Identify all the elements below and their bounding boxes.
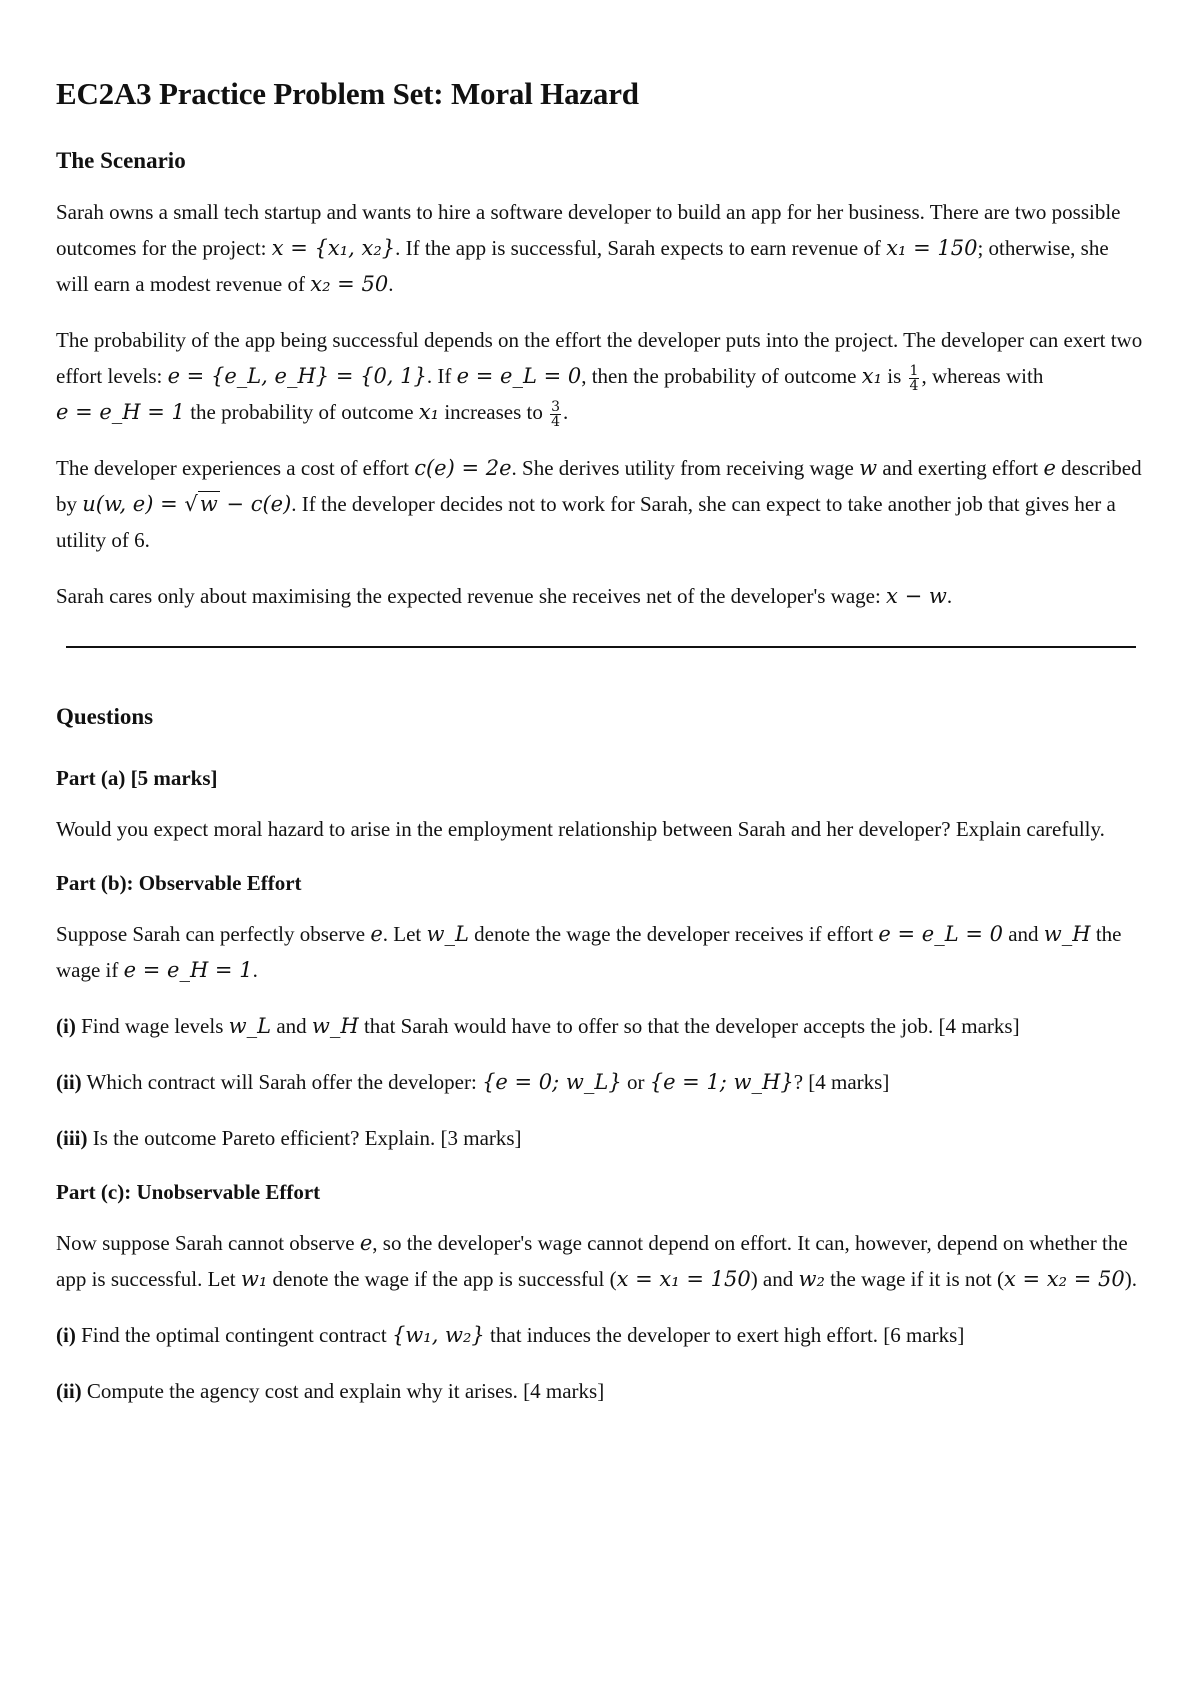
- math-utility-rhs: − c(e): [219, 492, 292, 516]
- text-run: and: [1002, 922, 1044, 946]
- fraction-numerator: 3: [551, 398, 561, 415]
- question-label: (ii): [56, 1070, 82, 1094]
- text-run: Find the optimal contingent contract: [75, 1323, 392, 1347]
- text-run: Which contract will Sarah offer the developer:: [81, 1070, 483, 1094]
- text-run: , whereas with: [921, 364, 1044, 388]
- question-label: (i): [56, 1014, 76, 1038]
- scenario-paragraph-outcomes: [56, 194, 1144, 302]
- part-b-intro: [56, 916, 1144, 988]
- text-run: . She derives utility from receiving wage: [511, 456, 860, 480]
- math-effort-set: e = {e_L, e_H} = {0, 1}: [167, 364, 427, 388]
- fraction-one-quarter: [909, 364, 920, 393]
- fraction-denominator: 4: [909, 377, 919, 394]
- part-a-text: Would you expect moral hazard to arise in the employment relationship between Sarah and her developer? Explain carefully.: [56, 817, 1105, 841]
- text-run: and: [271, 1014, 312, 1038]
- text-run: The probability of the app being successful depends on the effort the developer puts into the project. The developer can exert two effort levels:: [56, 328, 1143, 388]
- math-net-revenue: x − w: [886, 584, 947, 608]
- text-run: or: [621, 1070, 650, 1094]
- math-high-effort: e = e_H = 1: [123, 958, 253, 982]
- text-run: , so the developer's wage cannot depend on effort. It can, however, depend on whether the app is successful. Let: [56, 1231, 1128, 1291]
- part-c: [56, 1180, 1144, 1409]
- math-outcome-set: x = {x₁, x₂}: [271, 236, 396, 260]
- question-label: (i): [56, 1323, 76, 1347]
- math-utility-function: [82, 492, 291, 516]
- text-run: the wage if: [56, 922, 1122, 982]
- part-b-heading: Part (b): Observable Effort: [56, 871, 302, 895]
- math-success-outcome: x = x₁ = 150: [616, 1267, 751, 1291]
- part-b-question-i: [56, 1008, 1144, 1044]
- text-run: .: [946, 584, 953, 608]
- math-cost-function: c(e) = 2e: [414, 456, 512, 480]
- math-sqrt-argument: w: [199, 492, 218, 516]
- part-a: [56, 766, 1144, 847]
- math-x1: x₁: [418, 400, 440, 424]
- math-low-effort: e = e_L = 0: [456, 364, 582, 388]
- math-wage-high: w_H: [1043, 922, 1091, 946]
- text-run: increases to: [439, 400, 549, 424]
- text-run: Suppose Sarah can perfectly observe: [56, 922, 371, 946]
- question-label: (ii): [56, 1379, 82, 1403]
- text-run: .: [388, 272, 394, 296]
- text-run: Is the outcome Pareto efficient? Explain. [3 marks]: [87, 1126, 522, 1150]
- math-low-effort: e = e_L = 0: [878, 922, 1003, 946]
- part-c-question-i: [56, 1317, 1144, 1353]
- text-run: ) and: [750, 1267, 799, 1291]
- text-run: described by: [56, 456, 1142, 516]
- text-run: ).: [1124, 1267, 1137, 1291]
- part-c-heading: Part (c): Unobservable Effort: [56, 1180, 321, 1204]
- text-run: is: [882, 364, 907, 388]
- text-run: that Sarah would have to offer so that the developer accepts the job. [4 marks]: [358, 1014, 1020, 1038]
- part-a-heading: Part (a) [5 marks]: [56, 766, 218, 790]
- math-wage-failure: w₂: [798, 1267, 825, 1291]
- scenario-paragraph-effort: [56, 322, 1144, 430]
- text-run: and exerting effort: [877, 456, 1044, 480]
- text-run: , then the probability of outcome: [581, 364, 862, 388]
- text-run: . If the app is successful, Sarah expects to earn revenue of: [395, 236, 887, 260]
- math-failure-outcome: x = x₂ = 50: [1003, 1267, 1125, 1291]
- math-x1-value: x₁ = 150: [886, 236, 978, 260]
- text-run: The developer experiences a cost of effort: [56, 456, 415, 480]
- math-high-effort: e = e_H = 1: [56, 400, 185, 424]
- text-run: .: [252, 958, 258, 982]
- text-run: . If: [426, 364, 457, 388]
- part-b-question-ii: [56, 1064, 1144, 1100]
- text-run: denote the wage the developer receives if effort: [468, 922, 879, 946]
- text-run: ? [4 marks]: [793, 1070, 890, 1094]
- text-run: ; otherwise, she will earn a modest revenue of: [56, 236, 1109, 296]
- part-b: [56, 871, 1144, 1156]
- question-label: (iii): [56, 1126, 88, 1150]
- sqrt-radical-icon: √: [184, 492, 198, 516]
- fraction-denominator: 4: [551, 413, 561, 430]
- text-run: Now suppose Sarah cannot observe: [56, 1231, 360, 1255]
- document-title: EC2A3 Practice Problem Set: Moral Hazard: [56, 76, 639, 111]
- text-run: the wage if it is not (: [824, 1267, 1004, 1291]
- math-wage-high: w_H: [311, 1014, 359, 1038]
- text-run: Find wage levels: [75, 1014, 229, 1038]
- text-run: the probability of outcome: [184, 400, 419, 424]
- scenario-heading: The Scenario: [56, 148, 186, 173]
- text-run: Compute the agency cost and explain why it arises. [4 marks]: [81, 1379, 605, 1403]
- part-b-question-iii: [56, 1120, 1144, 1156]
- math-effort: e: [370, 922, 383, 946]
- text-run: .: [563, 400, 569, 424]
- math-wage-low: w_L: [426, 922, 469, 946]
- questions-section: [56, 704, 1144, 1409]
- section-divider: [66, 646, 1136, 648]
- part-c-intro: [56, 1225, 1144, 1297]
- math-wage-success: w₁: [240, 1267, 268, 1291]
- math-effort: e: [1043, 456, 1056, 480]
- math-effort: e: [359, 1231, 373, 1255]
- text-run: . Let: [382, 922, 427, 946]
- math-wage: w: [859, 456, 878, 480]
- math-utility-lhs: u(w, e) =: [82, 492, 185, 516]
- math-wage-low: w_L: [228, 1014, 272, 1038]
- scenario-paragraph-objective: [56, 578, 1144, 614]
- scenario-section: [56, 148, 1144, 614]
- fraction-three-quarters: [550, 400, 561, 429]
- text-run: Sarah cares only about maximising the expected revenue she receives net of the developer's wage:: [56, 584, 887, 608]
- fraction-numerator: 1: [909, 362, 919, 379]
- math-contract-high: {e = 1; w_H}: [649, 1070, 794, 1094]
- math-x1: x₁: [861, 364, 882, 388]
- scenario-paragraph-utility: [56, 450, 1144, 558]
- text-run: denote the wage if the app is successful (: [267, 1267, 617, 1291]
- part-c-question-ii: [56, 1373, 1144, 1409]
- math-x2-value: x₂ = 50: [310, 272, 389, 296]
- text-run: that induces the developer to exert high effort. [6 marks]: [484, 1323, 965, 1347]
- math-contract-low: {e = 0; w_L}: [482, 1070, 622, 1094]
- questions-heading: Questions: [56, 704, 154, 729]
- math-contingent-contract: {w₁, w₂}: [391, 1323, 485, 1347]
- text-run: . If the developer decides not to work for Sarah, she can expect to take another job that gives her a utility of 6.: [56, 492, 1116, 552]
- text-run: Sarah owns a small tech startup and wants to hire a software developer to build an app for her business. There are two possible outcomes for the project:: [56, 200, 1121, 260]
